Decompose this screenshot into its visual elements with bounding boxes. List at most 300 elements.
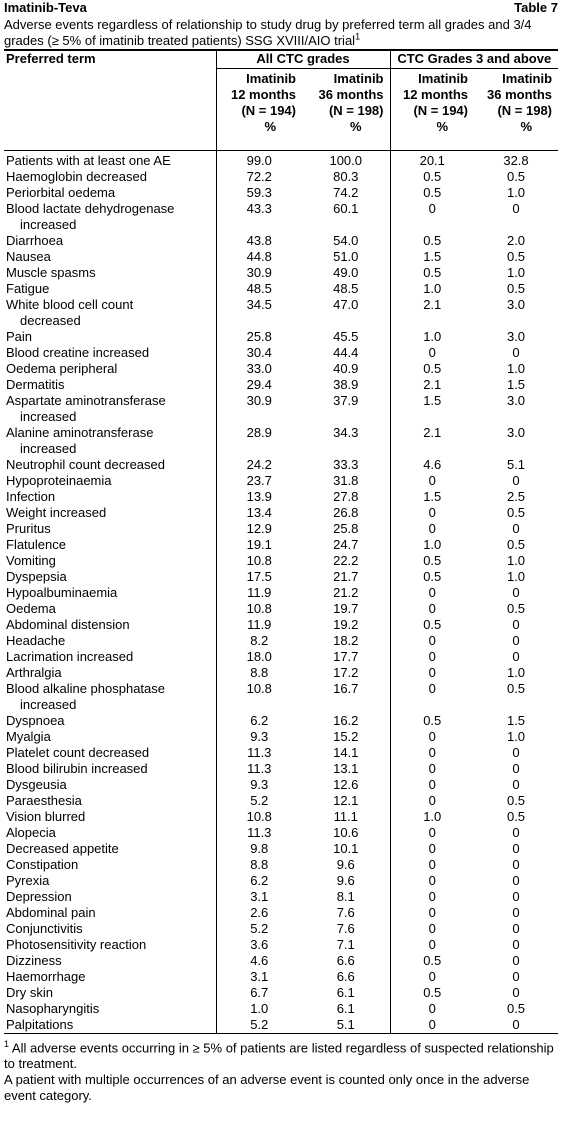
cell-preferred-term [4, 825, 216, 841]
subheader-line: Imatinib [333, 71, 384, 86]
table-row [4, 393, 558, 425]
cell-g3-36m: 2.0 [506, 233, 526, 248]
cell-all-12m: 3.6 [216, 937, 302, 953]
cell-all-12m: 18.0 [216, 649, 302, 665]
table-row [4, 985, 558, 1001]
table-row [4, 537, 558, 553]
cell-g3-36m: 0 [512, 905, 520, 920]
cell-g3-12m: 0 [390, 889, 474, 905]
subheader-line: (N = 194) [413, 103, 468, 118]
table-row [4, 905, 558, 921]
term-text: Pain [6, 329, 33, 344]
term-text: Constipation [6, 857, 79, 872]
cell-all-12m: 6.2 [216, 713, 302, 729]
cell-g3-12m: 0 [390, 345, 474, 361]
table-row [4, 745, 558, 761]
term-text: Dyspnoea [6, 713, 65, 728]
cell-preferred-term [4, 921, 216, 937]
cell-g3-36m: 0 [512, 777, 520, 792]
cell-g3-36m: 0.5 [506, 1001, 526, 1016]
term-text: Dysgeusia [6, 777, 67, 792]
cell-all-36m: 45.5 [333, 329, 359, 344]
table-row [4, 201, 558, 233]
table-body [4, 151, 558, 1034]
cell-g3-36m: 0 [512, 969, 520, 984]
cell-g3-12m: 0 [390, 681, 474, 713]
cell-all-36m: 12.6 [333, 777, 359, 792]
document-page [4, 0, 558, 1104]
cell-g3-36m: 1.0 [506, 265, 526, 280]
cell-all-12m: 9.3 [216, 729, 302, 745]
table-row [4, 489, 558, 505]
cell-all-12m: 6.2 [216, 873, 302, 889]
cell-all-12m: 4.6 [216, 953, 302, 969]
term-text: Paraesthesia [6, 793, 82, 808]
term-text: Abdominal pain [6, 905, 96, 920]
cell-preferred-term [4, 985, 216, 1001]
cell-all-12m: 5.2 [216, 1017, 302, 1034]
cell-all-12m: 99.0 [216, 151, 302, 170]
cell-preferred-term [4, 233, 216, 249]
table-row [4, 873, 558, 889]
cell-g3-12m: 0.5 [390, 617, 474, 633]
cell-g3-12m: 4.6 [390, 457, 474, 473]
cell-g3-36m: 1.0 [506, 729, 526, 744]
cell-preferred-term [4, 1001, 216, 1017]
cell-g3-36m: 0.5 [506, 537, 526, 552]
table-row [4, 617, 558, 633]
cell-g3-36m: 0 [512, 521, 520, 536]
cell-g3-12m: 2.1 [390, 425, 474, 457]
cell-preferred-term [4, 841, 216, 857]
cell-all-36m: 10.1 [333, 841, 359, 856]
term-text: Dry skin [6, 985, 53, 1000]
term-text: Diarrhoea [6, 233, 64, 248]
cell-g3-12m: 0 [390, 745, 474, 761]
cell-all-12m: 9.3 [216, 777, 302, 793]
cell-all-36m: 54.0 [333, 233, 359, 248]
table-row [4, 377, 558, 393]
term-continuation: increased [20, 697, 77, 712]
cell-all-36m: 17.2 [333, 665, 359, 680]
cell-preferred-term [4, 777, 216, 793]
term-text: Blood bilirubin increased [6, 761, 148, 776]
cell-g3-36m: 0 [512, 761, 520, 776]
cell-all-36m: 37.9 [333, 393, 359, 408]
cell-g3-36m: 3.0 [506, 425, 526, 440]
cell-all-36m: 80.3 [333, 169, 359, 184]
table-row [4, 585, 558, 601]
cell-all-12m: 10.8 [216, 553, 302, 569]
cell-all-12m: 8.8 [216, 857, 302, 873]
footnote-1-text: All adverse events occurring in ≥ 5% of patients are listed regardless of suspected relationship to treatment. [4, 1040, 554, 1072]
cell-all-36m: 16.2 [333, 713, 359, 728]
table-row [4, 665, 558, 681]
cell-g3-36m: 0.5 [506, 809, 526, 824]
term-text: Haemoglobin decreased [6, 169, 147, 184]
cell-all-12m: 23.7 [216, 473, 302, 489]
subheader-line: Imatinib [502, 71, 553, 86]
cell-all-36m: 18.2 [333, 633, 359, 648]
subheader-line: (N = 198) [497, 103, 553, 118]
cell-all-12m: 25.8 [216, 329, 302, 345]
term-text: Photosensitivity reaction [6, 937, 147, 952]
cell-preferred-term [4, 361, 216, 377]
cell-g3-12m: 0 [390, 729, 474, 745]
cell-all-12m: 30.4 [216, 345, 302, 361]
table-row [4, 713, 558, 729]
cell-preferred-term [4, 169, 216, 185]
cell-g3-36m: 0.5 [506, 793, 526, 808]
term-text: Nausea [6, 249, 51, 264]
cell-all-12m: 11.9 [216, 585, 302, 601]
cell-preferred-term [4, 521, 216, 537]
cell-g3-36m: 1.0 [506, 665, 526, 680]
cell-g3-12m: 2.1 [390, 377, 474, 393]
table-row [4, 1001, 558, 1017]
caption-text: Adverse events regardless of relationship to study drug by preferred term all grades and 3/4 grades (≥ 5% of imatinib treated patients) SSG XVIII/AIO trial [4, 17, 532, 48]
cell-g3-36m: 1.0 [506, 361, 526, 376]
cell-preferred-term [4, 185, 216, 201]
cell-all-36m: 6.1 [336, 1001, 355, 1016]
cell-all-36m: 27.8 [333, 489, 359, 504]
subheader-unit: % [264, 119, 276, 134]
cell-g3-12m: 0 [390, 905, 474, 921]
cell-all-36m: 74.2 [333, 185, 359, 200]
term-text: Arthralgia [6, 665, 62, 680]
term-text: Blood creatine increased [6, 345, 150, 360]
table-row [4, 169, 558, 185]
cell-preferred-term [4, 857, 216, 873]
term-text: Oedema [6, 601, 56, 616]
cell-all-12m: 13.4 [216, 505, 302, 521]
cell-g3-12m: 0.5 [390, 985, 474, 1001]
cell-preferred-term [4, 457, 216, 473]
cell-all-12m: 28.9 [216, 425, 302, 457]
term-text: Headache [6, 633, 66, 648]
cell-preferred-term [4, 1017, 216, 1034]
cell-g3-12m: 0 [390, 969, 474, 985]
col-header-g3-12m [390, 69, 474, 151]
cell-preferred-term [4, 297, 216, 329]
cell-g3-36m: 3.0 [506, 393, 526, 408]
term-text: Palpitations [6, 1017, 74, 1032]
term-text: Blood alkaline phosphatase [6, 681, 166, 696]
cell-preferred-term [4, 553, 216, 569]
subheader-line: 36 months [318, 87, 384, 102]
cell-all-36m: 49.0 [333, 265, 359, 280]
cell-g3-36m: 0 [512, 825, 520, 840]
caption-footnote-marker: 1 [355, 31, 361, 42]
cell-all-12m: 2.6 [216, 905, 302, 921]
cell-all-12m: 59.3 [216, 185, 302, 201]
cell-g3-36m: 3.0 [506, 329, 526, 344]
cell-g3-36m: 3.0 [506, 297, 526, 312]
table-row [4, 761, 558, 777]
cell-all-36m: 5.1 [336, 1017, 355, 1032]
subheader-unit: % [520, 119, 533, 134]
term-text: Decreased appetite [6, 841, 119, 856]
term-text: Flatulence [6, 537, 66, 552]
cell-all-12m: 9.8 [216, 841, 302, 857]
cell-all-36m: 6.6 [336, 969, 355, 984]
term-text: Fatigue [6, 281, 50, 296]
cell-all-36m: 100.0 [329, 153, 363, 168]
cell-preferred-term [4, 489, 216, 505]
footnote-1 [4, 1036, 558, 1072]
table-row [4, 361, 558, 377]
cell-g3-12m: 0 [390, 921, 474, 937]
cell-g3-36m: 0.5 [506, 281, 526, 296]
cell-preferred-term [4, 425, 216, 457]
term-text: Haemorrhage [6, 969, 86, 984]
table-row [4, 681, 558, 713]
cell-all-12m: 3.1 [216, 969, 302, 985]
cell-all-36m: 44.4 [333, 345, 359, 360]
table-row [4, 473, 558, 489]
cell-g3-12m: 0 [390, 1017, 474, 1034]
table-row [4, 521, 558, 537]
cell-all-12m: 12.9 [216, 521, 302, 537]
cell-g3-36m: 0 [512, 937, 520, 952]
cell-g3-36m: 0.5 [506, 505, 526, 520]
cell-g3-36m: 1.0 [506, 553, 526, 568]
cell-g3-36m: 32.8 [503, 153, 529, 168]
cell-preferred-term [4, 345, 216, 361]
cell-all-12m: 48.5 [216, 281, 302, 297]
table-row [4, 249, 558, 265]
cell-g3-12m: 1.5 [390, 249, 474, 265]
cell-g3-12m: 0 [390, 761, 474, 777]
cell-g3-12m: 1.0 [390, 537, 474, 553]
cell-g3-36m: 0 [512, 345, 520, 360]
table-row [4, 889, 558, 905]
cell-preferred-term [4, 937, 216, 953]
cell-g3-12m: 20.1 [390, 151, 474, 170]
cell-all-12m: 43.3 [216, 201, 302, 233]
cell-all-12m: 5.2 [216, 921, 302, 937]
cell-all-36m: 7.6 [336, 921, 355, 936]
cell-g3-12m: 0 [390, 585, 474, 601]
term-text: Nasopharyngitis [6, 1001, 100, 1016]
subheader-line: (N = 198) [328, 103, 384, 118]
term-text: Alanine aminotransferase [6, 425, 154, 440]
cell-preferred-term [4, 713, 216, 729]
table-row [4, 601, 558, 617]
header-row-groups [4, 50, 558, 69]
cell-preferred-term [4, 889, 216, 905]
term-text: Infection [6, 489, 56, 504]
cell-g3-36m: 0 [512, 585, 520, 600]
table-row [4, 825, 558, 841]
cell-g3-36m: 0 [512, 873, 520, 888]
term-text: Dizziness [6, 953, 62, 968]
table-row [4, 649, 558, 665]
table-row [4, 553, 558, 569]
table-row [4, 281, 558, 297]
cell-all-36m: 60.1 [333, 201, 359, 216]
table-row [4, 297, 558, 329]
cell-g3-12m: 0 [390, 521, 474, 537]
cell-g3-36m: 0 [512, 921, 520, 936]
cell-g3-12m: 2.1 [390, 297, 474, 329]
term-text: Periorbital oedema [6, 185, 116, 200]
col-header-preferred-term: Preferred term [4, 50, 216, 151]
cell-g3-36m: 1.5 [506, 377, 526, 392]
term-text: Dyspepsia [6, 569, 67, 584]
cell-all-36m: 47.0 [333, 297, 359, 312]
cell-g3-12m: 0.5 [390, 265, 474, 281]
cell-all-36m: 33.3 [333, 457, 359, 472]
term-text: White blood cell count [6, 297, 134, 312]
cell-g3-12m: 0 [390, 1001, 474, 1017]
term-text: Vision blurred [6, 809, 86, 824]
term-continuation: increased [20, 409, 77, 424]
cell-g3-36m: 0.5 [506, 601, 526, 616]
cell-g3-36m: 1.5 [506, 713, 526, 728]
subheader-unit: % [349, 119, 362, 134]
cell-preferred-term [4, 569, 216, 585]
term-text: Vomiting [6, 553, 56, 568]
cell-preferred-term [4, 761, 216, 777]
cell-preferred-term [4, 201, 216, 233]
table-row [4, 569, 558, 585]
subheader-line: 36 months [487, 87, 553, 102]
cell-all-36m: 48.5 [333, 281, 359, 296]
cell-all-36m: 21.7 [333, 569, 359, 584]
cell-all-12m: 72.2 [216, 169, 302, 185]
table-caption [4, 17, 558, 49]
cell-g3-12m: 0 [390, 473, 474, 489]
cell-all-36m: 15.2 [333, 729, 359, 744]
cell-g3-36m: 0 [512, 617, 520, 632]
term-text: Pyrexia [6, 873, 50, 888]
cell-all-36m: 38.9 [333, 377, 359, 392]
cell-all-36m: 26.8 [333, 505, 359, 520]
cell-all-12m: 1.0 [216, 1001, 302, 1017]
table-row [4, 457, 558, 473]
cell-g3-36m: 0 [512, 649, 520, 664]
drug-name: Imatinib-Teva [4, 0, 87, 15]
subheader-line: Imatinib [246, 71, 296, 86]
cell-g3-12m: 1.5 [390, 489, 474, 505]
cell-all-12m: 11.3 [216, 825, 302, 841]
cell-preferred-term [4, 793, 216, 809]
cell-all-36m: 11.1 [333, 809, 358, 824]
cell-preferred-term [4, 329, 216, 345]
cell-g3-12m: 1.0 [390, 329, 474, 345]
cell-all-36m: 19.2 [333, 617, 359, 632]
cell-g3-12m: 0.5 [390, 361, 474, 377]
term-text: Depression [6, 889, 72, 904]
cell-all-36m: 9.6 [336, 857, 355, 872]
table-row [4, 329, 558, 345]
cell-g3-12m: 0 [390, 777, 474, 793]
cell-g3-36m: 5.1 [506, 457, 526, 472]
cell-g3-36m: 0 [512, 889, 520, 904]
cell-all-12m: 5.2 [216, 793, 302, 809]
table-row [4, 953, 558, 969]
cell-g3-12m: 0 [390, 937, 474, 953]
cell-g3-12m: 0 [390, 633, 474, 649]
cell-preferred-term [4, 649, 216, 665]
footnotes [4, 1036, 558, 1104]
cell-all-12m: 44.8 [216, 249, 302, 265]
cell-preferred-term [4, 809, 216, 825]
cell-preferred-term [4, 377, 216, 393]
cell-g3-12m: 0 [390, 665, 474, 681]
cell-preferred-term [4, 969, 216, 985]
cell-all-12m: 30.9 [216, 393, 302, 425]
cell-g3-12m: 0 [390, 841, 474, 857]
cell-g3-36m: 0 [512, 841, 520, 856]
table-row [4, 265, 558, 281]
table-row [4, 841, 558, 857]
cell-all-36m: 8.1 [336, 889, 355, 904]
cell-g3-36m: 0 [512, 1017, 520, 1032]
cell-all-12m: 3.1 [216, 889, 302, 905]
cell-g3-12m: 0.5 [390, 233, 474, 249]
cell-all-12m: 17.5 [216, 569, 302, 585]
table-row [4, 425, 558, 457]
adverse-events-table [4, 49, 558, 1034]
term-continuation: decreased [20, 313, 81, 328]
cell-g3-36m: 0 [512, 985, 520, 1000]
cell-preferred-term [4, 151, 216, 170]
cell-preferred-term [4, 729, 216, 745]
table-row [4, 969, 558, 985]
term-text: Alopecia [6, 825, 56, 840]
cell-g3-12m: 1.5 [390, 393, 474, 425]
cell-g3-12m: 0 [390, 873, 474, 889]
cell-g3-36m: 0 [512, 633, 520, 648]
cell-g3-12m: 0.5 [390, 953, 474, 969]
cell-all-12m: 8.2 [216, 633, 302, 649]
cell-g3-36m: 0 [512, 201, 520, 216]
cell-all-36m: 19.7 [333, 601, 359, 616]
cell-g3-12m: 0 [390, 505, 474, 521]
cell-g3-36m: 0 [512, 953, 520, 968]
cell-all-36m: 6.1 [336, 985, 355, 1000]
cell-all-12m: 29.4 [216, 377, 302, 393]
subheader-line: Imatinib [418, 71, 468, 86]
footnote-1-marker: 1 [4, 1039, 10, 1049]
cell-all-12m: 24.2 [216, 457, 302, 473]
col-header-g3-36m [474, 69, 558, 151]
cell-all-12m: 10.8 [216, 601, 302, 617]
term-text: Oedema peripheral [6, 361, 118, 376]
cell-preferred-term [4, 585, 216, 601]
cell-all-12m: 19.1 [216, 537, 302, 553]
cell-all-36m: 7.1 [336, 937, 355, 952]
term-continuation: increased [20, 441, 77, 456]
subheader-line: 12 months [230, 87, 296, 102]
cell-preferred-term [4, 873, 216, 889]
cell-preferred-term [4, 393, 216, 425]
table-row [4, 937, 558, 953]
cell-g3-36m: 0.5 [506, 681, 526, 696]
cell-all-12m: 43.8 [216, 233, 302, 249]
subheader-line: 12 months [402, 87, 468, 102]
table-row [4, 921, 558, 937]
cell-g3-12m: 0.5 [390, 553, 474, 569]
cell-g3-12m: 0.5 [390, 569, 474, 585]
cell-all-12m: 11.3 [216, 745, 302, 761]
cell-all-36m: 21.2 [333, 585, 359, 600]
cell-preferred-term [4, 505, 216, 521]
cell-preferred-term [4, 617, 216, 633]
cell-preferred-term [4, 249, 216, 265]
